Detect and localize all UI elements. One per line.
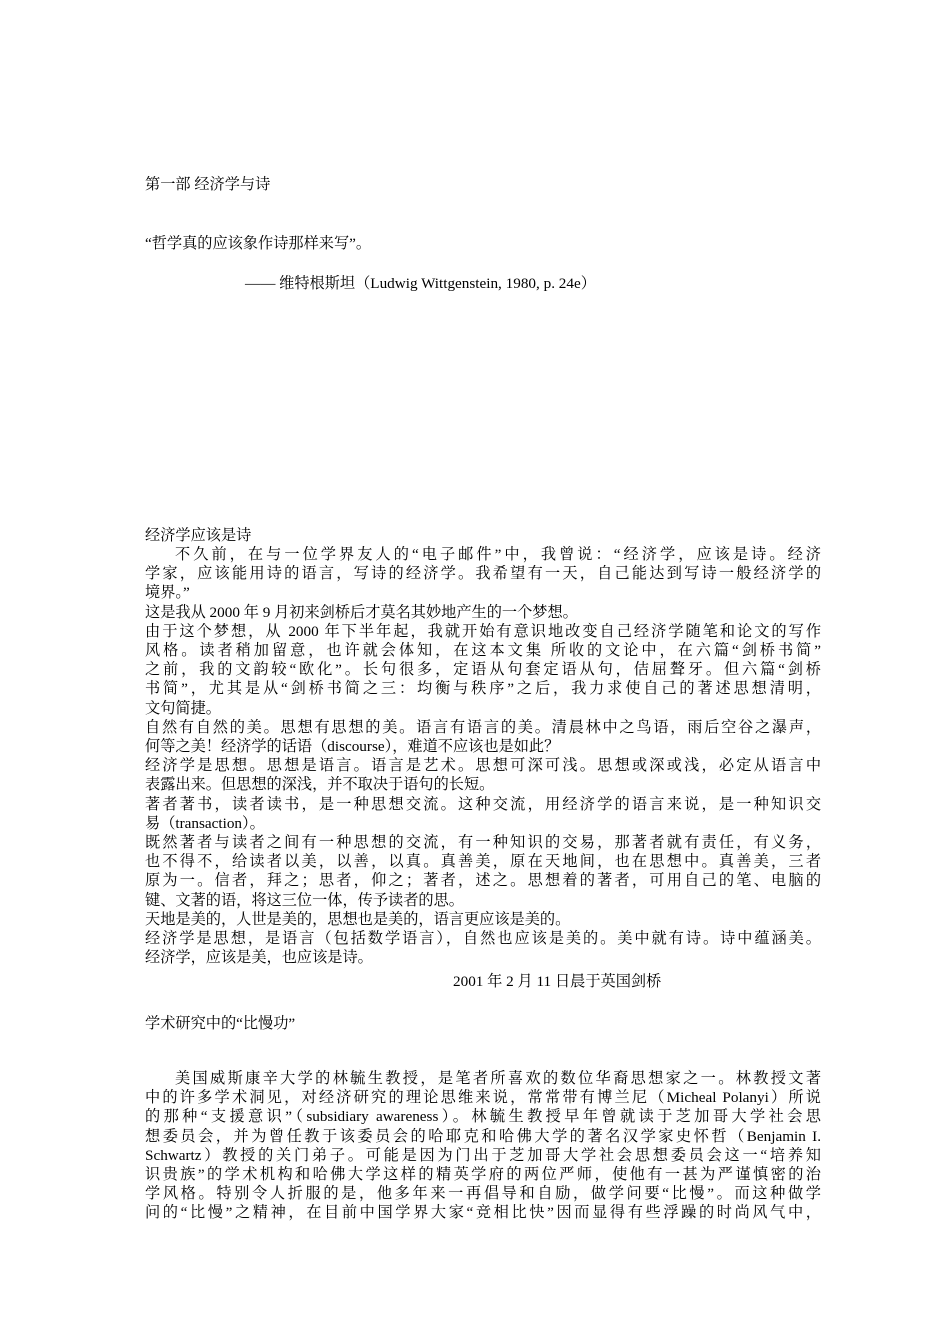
essay1-line: 著者著书，读者读书，是一种思想交流。这种交流，用经济学的语言来说，是一种知识交	[145, 795, 821, 813]
essay2-line: 问的“比慢”之精神，在目前中国学界大家“竞相比快”因而显得有些浮躁的时尚风气中，	[145, 1204, 821, 1222]
essay1-line: 风格。读者稍加留意，也许就会体知，在这本文集 所收的文论中，在六篇“剑桥书简”	[145, 642, 821, 660]
essay1-line: 键、文著的语，将这三位一体，传予读者的思。	[145, 891, 464, 909]
essay1-line: 也不得不，给读者以美，以善，以真。真善美，原在天地间，也在思想中。真善美，三者	[145, 853, 821, 871]
essay1-line: 经济学是思想。思想是语言。语言是艺术。思想可深可浅。思想或深或浅，必定从语言中	[145, 757, 821, 775]
essay1-line: 境界。”	[145, 584, 190, 602]
essay2-line: 中的许多学术洞见，对经济研究的理论思维来说，常常带有博兰尼（Micheal Polanyi）所说	[145, 1089, 821, 1107]
essay1-line: 书简”，尤其是从“剑桥书简之三：均衡与秩序”之后，我力求使自己的著述思想清明，	[145, 680, 821, 698]
essay1-title: 经济学应该是诗	[145, 527, 252, 544]
essay2-line: Schwartz）教授的关门弟子。可能是因为门出于芝加哥大学社会思想委员会这一“培养知	[145, 1146, 821, 1164]
essay1-line: 文句简捷。	[145, 699, 221, 717]
essay1-line: 之前，我的文韵较“欧化”。长句很多，定语从句套定语从句，佶屈聱牙。但六篇“剑桥	[145, 661, 821, 679]
essay1-line: 学家，应该能用诗的语言，写诗的经济学。我希望有一天，自己能达到写诗一般经济学的	[145, 565, 821, 583]
essay1-line: 易（transaction）。	[145, 814, 265, 832]
essay2-line: 识贵族”的学术机构和哈佛大学这样的精英学府的两位严师，使他有一甚为严谨慎密的治	[145, 1166, 821, 1184]
essay2-line: 学风格。特别令人折服的是，他多年来一再倡导和自励，做学问要“比慢”。而这种做学	[145, 1185, 821, 1203]
essay1-line: 由于这个梦想，从 2000 年下半年起，我就开始有意识地改变自己经济学随笔和论文的写作	[145, 622, 821, 640]
epigraph-attribution: —— 维特根斯坦（Ludwig Wittgenstein, 1980, p. 24e）	[245, 275, 596, 292]
essay1-line: 既然著者与读者之间有一种思想的交流，有一种知识的交易，那著者就有责任，有义务，	[145, 834, 821, 852]
essay1-date: 2001 年 2 月 11 日晨于英国剑桥	[453, 973, 662, 990]
essay1-line: 自然有自然的美。思想有思想的美。语言有语言的美。清晨林中之鸟语，雨后空谷之瀑声，	[145, 718, 821, 736]
essay2-body	[145, 1069, 821, 1223]
essay1-body	[145, 545, 821, 967]
essay1-line: 何等之美！经济学的话语（discourse），难道不应该也是如此？	[145, 738, 560, 756]
essay2-line: 美国威斯康辛大学的林毓生教授，是笔者所喜欢的数位华裔思想家之一。林教授文著	[175, 1070, 821, 1087]
essay2-line: 的那种“支援意识”（subsidiary awareness）。林毓生教授早年曾就读于芝加哥大学社会思	[145, 1108, 821, 1126]
part-heading: 第一部 经济学与诗	[145, 176, 271, 193]
essay2-title: 学术研究中的“比慢功”	[145, 1015, 296, 1032]
epigraph-quote: “哲学真的应该象作诗那样来写”。	[145, 235, 372, 252]
essay1-line: 这是我从 2000 年 9 月初来剑桥后才莫名其妙地产生的一个梦想。	[145, 603, 578, 621]
essay1-line: 天地是美的，人世是美的，思想也是美的，语言更应该是美的。	[145, 910, 571, 928]
essay1-line: 经济学，应该是美，也应该是诗。	[145, 949, 373, 967]
essay1-line: 表露出来。但思想的深浅，并不取决于语句的长短。	[145, 776, 495, 794]
essay1-line: 原为一。信者，拜之；思者，仰之；著者，述之。思想着的著者，可用自己的笔、电脑的	[145, 872, 821, 890]
essay1-line: 经济学是思想，是语言（包括数学语言），自然也应该是美的。美中就有诗。诗中蕴涵美。	[145, 930, 821, 948]
essay1-line: 不久前，在与一位学界友人的“电子邮件”中，我曾说：“经济学，应该是诗。经济	[175, 546, 821, 563]
essay2-line: 想委员会，并为曾任教于该委员会的哈耶克和哈佛大学的著名汉学家史怀哲（Benjamin I.	[145, 1127, 821, 1145]
